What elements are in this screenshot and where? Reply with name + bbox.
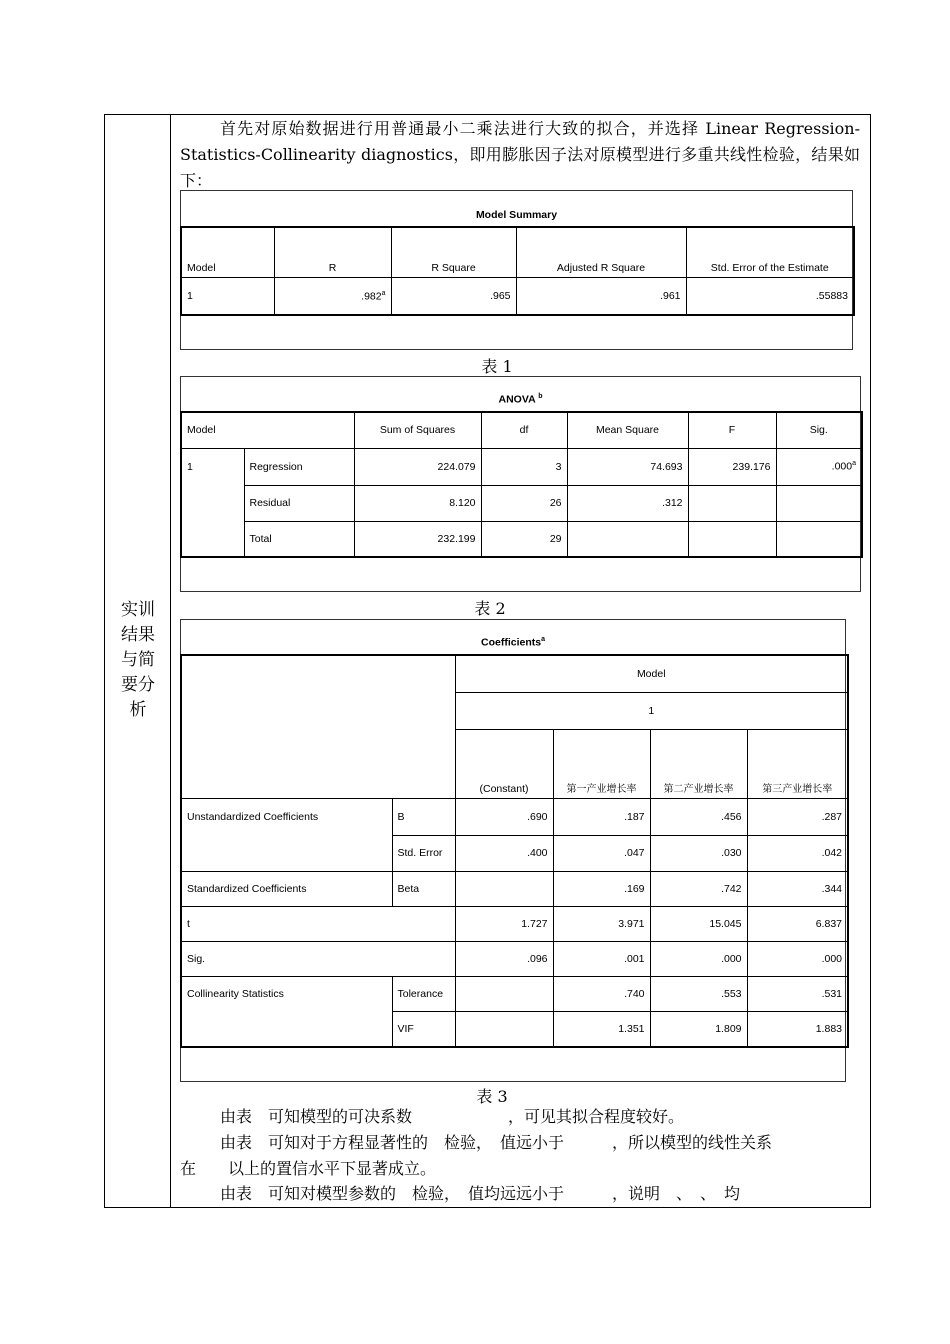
coef-sig-1: .001 [553, 941, 650, 976]
coef-row-beta: Beta [392, 871, 455, 906]
coef-row-vif: VIF [392, 1011, 455, 1047]
coef-b-2: .456 [650, 798, 747, 835]
model-summary-table [180, 226, 855, 316]
anova-header-df: df [481, 412, 567, 448]
anova-res-df: 26 [481, 485, 567, 521]
analysis-line-3: 由表 可知对模型参数的 检验， 值均远远小于 ，说明 、 、 均 [220, 1184, 741, 1203]
coef-t-0: 1.727 [455, 906, 553, 941]
coef-t-2: 15.045 [650, 906, 747, 941]
coef-row-sig: Sig. [181, 941, 455, 976]
anova-row-residual: Residual [244, 485, 354, 521]
coef-tol-3: .531 [747, 976, 848, 1011]
anova-res-ms: .312 [567, 485, 688, 521]
coef-se-2: .030 [650, 835, 747, 871]
coef-col-tertiary: 第三产业增长率 [747, 729, 848, 798]
ms-cell-adj-r-square: .961 [516, 277, 686, 315]
coef-tol-2: .553 [650, 976, 747, 1011]
coef-vif-0 [455, 1011, 553, 1047]
analysis-line-2a: 由表 可知对于方程显著性的 检验， 值远小于 ，所以模型的线性关系 [220, 1133, 773, 1152]
coef-vif-3: 1.883 [747, 1011, 848, 1047]
coef-sig-3: .000 [747, 941, 848, 976]
anova-model-num: 1 [181, 448, 244, 557]
caption-table-3: 表 3 [476, 1087, 508, 1106]
analysis-line-2b: 在 以上的置信水平下显著成立。 [180, 1159, 437, 1178]
anova-table [180, 411, 863, 558]
anova-reg-f: 239.176 [688, 448, 776, 485]
coef-col-secondary: 第二产业增长率 [650, 729, 747, 798]
coef-t-3: 6.837 [747, 906, 848, 941]
coef-b-1: .187 [553, 798, 650, 835]
anova-header-ss: Sum of Squares [354, 412, 481, 448]
coef-row-std: Standardized Coefficients [181, 871, 392, 906]
ms-header-r-square: R Square [391, 227, 516, 277]
coef-sig-0: .096 [455, 941, 553, 976]
coef-se-1: .047 [553, 835, 650, 871]
anova-res-sig [776, 485, 862, 521]
anova-res-ss: 8.120 [354, 485, 481, 521]
caption-table-1: 表 1 [481, 357, 513, 376]
anova-tot-f [688, 521, 776, 557]
coef-tol-1: .740 [553, 976, 650, 1011]
coef-sig-2: .000 [650, 941, 747, 976]
coef-vif-2: 1.809 [650, 1011, 747, 1047]
anova-row-total: Total [244, 521, 354, 557]
coef-col-constant: (Constant) [455, 729, 553, 798]
ms-header-std-error: Std. Error of the Estimate [686, 227, 854, 277]
coef-header-model-num: 1 [455, 692, 848, 729]
coef-col-primary: 第一产业增长率 [553, 729, 650, 798]
section-label: 实训结果与简要分析 [121, 600, 155, 720]
coef-se-0: .400 [455, 835, 553, 871]
coef-row-t: t [181, 906, 455, 941]
coef-t-1: 3.971 [553, 906, 650, 941]
anova-title: ANOVA $^b$ [498, 393, 543, 406]
caption-table-2: 表 2 [474, 599, 506, 618]
anova-reg-sig: .000$^a$ [776, 448, 862, 485]
coef-row-b: B [392, 798, 455, 835]
coef-vif-1: 1.351 [553, 1011, 650, 1047]
anova-tot-ms [567, 521, 688, 557]
ms-cell-r: .982$^a$ [274, 277, 391, 315]
anova-tot-sig [776, 521, 862, 557]
coef-beta-0 [455, 871, 553, 906]
ms-cell-std-error: .55883 [686, 277, 854, 315]
intro-paragraph: 首先对原始数据进行用普通最小二乘法进行大致的拟合，并选择 Linear Regression-Statistics-Collinearity diagnostics，即用膨胀因子法对原模型进行多重共线性检验，结果如下： [180, 119, 860, 190]
anova-row-regression: Regression [244, 448, 354, 485]
anova-reg-ss: 224.079 [354, 448, 481, 485]
anova-reg-ms: 74.693 [567, 448, 688, 485]
coef-row-collinearity: Collinearity Statistics [181, 976, 392, 1047]
coef-beta-3: .344 [747, 871, 848, 906]
model-summary-title: Model Summary [475, 209, 558, 221]
coef-beta-2: .742 [650, 871, 747, 906]
anova-header-sig: Sig. [776, 412, 862, 448]
ms-header-r: R [274, 227, 391, 277]
anova-header-f: F [688, 412, 776, 448]
coef-se-3: .042 [747, 835, 848, 871]
coefficients-table [180, 654, 849, 1048]
coef-row-tolerance: Tolerance [392, 976, 455, 1011]
anova-header-model: Model [181, 412, 354, 448]
coef-tol-0 [455, 976, 553, 1011]
coef-header-model: Model [455, 655, 848, 692]
ms-cell-r-square: .965 [391, 277, 516, 315]
coef-beta-1: .169 [553, 871, 650, 906]
coefficients-title: Coefficients$^a$ [481, 636, 545, 649]
coef-row-se: Std. Error [392, 835, 455, 871]
anova-tot-ss: 232.199 [354, 521, 481, 557]
ms-header-model: Model [181, 227, 274, 277]
ms-cell-model: 1 [181, 277, 274, 315]
column-divider [170, 114, 171, 1208]
analysis-line-1: 由表 可知模型的可决系数 ，可见其拟合程度较好。 [220, 1107, 685, 1126]
anova-tot-df: 29 [481, 521, 567, 557]
coef-corner [181, 655, 455, 798]
anova-res-f [688, 485, 776, 521]
anova-reg-df: 3 [481, 448, 567, 485]
ms-header-adj-r-square: Adjusted R Square [516, 227, 686, 277]
anova-header-ms: Mean Square [567, 412, 688, 448]
coef-row-unstd: Unstandardized Coefficients [181, 798, 392, 871]
coef-b-0: .690 [455, 798, 553, 835]
coef-b-3: .287 [747, 798, 848, 835]
